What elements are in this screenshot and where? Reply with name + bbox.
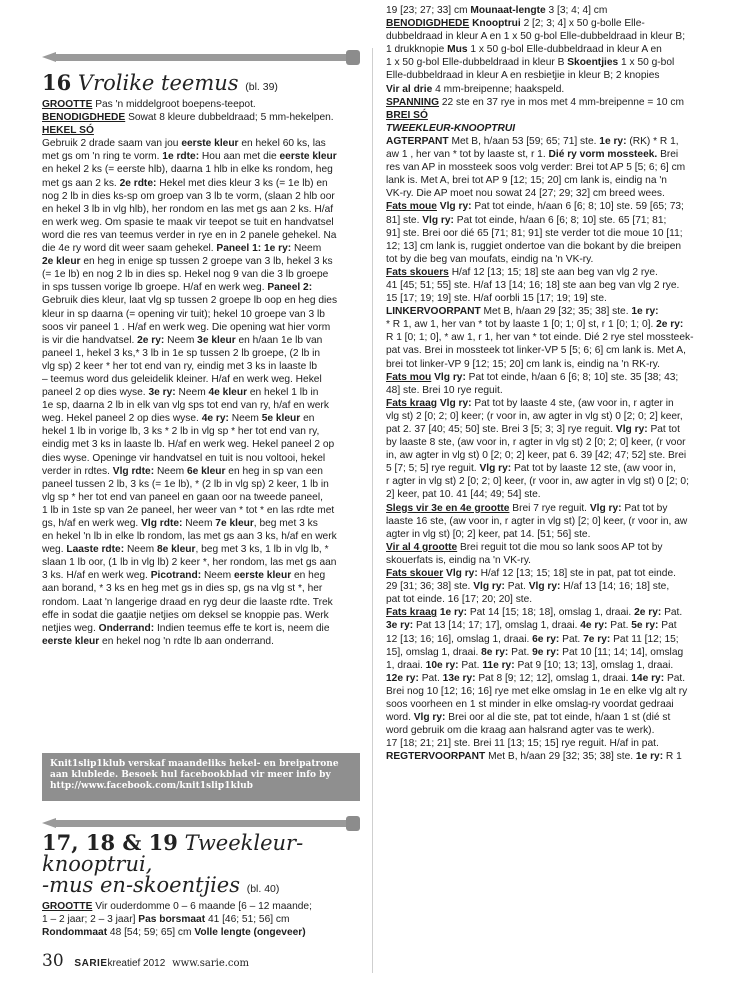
club-notice-link[interactable]: http://www.facebook.com/knit1slip1klub — [50, 781, 253, 791]
text-line: 2] keer, pat 10. 41 [44; 49; 54] ste. — [386, 489, 541, 501]
right-column-body — [386, 4, 712, 763]
text-line: Fats kraag Vlg ry: Pat tot by laaste 4 ste, (aw voor in, r agter in — [386, 397, 674, 409]
page-number: 30 — [42, 951, 64, 971]
text-line: met gs aan 2 ks. 2e rdte: Hekel met dies kleur 3 ks (= 1e lb) en — [42, 177, 328, 189]
text-line: Fats kraag 1e ry: Pat 14 [15; 18; 18], omslag 1, draai. 2e ry: Pat. — [386, 607, 683, 619]
text-line: Fats mou Vlg ry: Pat tot einde, h/aan 6 [6; 8; 10] ste. 35 [38; 43; — [386, 371, 679, 383]
text-line: kleur in sp daarna (= opening vir tuit); hekel 10 groepe van 3 lb — [42, 308, 325, 320]
section-17-block — [42, 832, 360, 939]
text-line: dubbeldraad in kleur A en 1 x 50 g-bol Elle-dubbeldraad in kleur B; — [386, 31, 686, 43]
brand-issue: kreatief 2012 — [107, 958, 166, 969]
text-line: Vir al drie 4 mm-breipenne; haakspeld. — [386, 83, 565, 95]
knitting-needle-icon — [42, 52, 360, 63]
hekel-so-heading: HEKEL SÓ — [42, 125, 94, 137]
text-line: verder in rdtes. Vlg rdte: Neem 6e kleur en heg in sp van een — [42, 465, 323, 477]
text-line: weg. Laaste rdte: Neem 8e kleur, beg met 3 ks, 1 lb in vlg lb, * — [42, 544, 329, 556]
text-line: slaan 1 lb oor, (1 lb in vlg lb) 2 keer *, her rondom, las met gs aan — [42, 557, 337, 569]
text-line: 1 – 2 jaar; 2 – 3 jaar] Pas borsmaat 41 [46; 51; 56] cm — [42, 914, 290, 926]
text-line: en hekel 3 lb in vlg hlb), her rondom en las met gs aan 2 ks. H/af — [42, 203, 334, 215]
text-line: word. Vlg ry: Brei oor al die ste, pat tot einde, h/aan 1 st (dié st — [386, 712, 671, 724]
text-line: Fats skouer Vlg ry: H/af 12 [13; 15; 18] ste in pat, pat tot einde. — [386, 568, 676, 580]
text-line: VK-ry. Die AP moet nou sowat 24 [27; 29; 32] cm breed wees. — [386, 188, 665, 200]
text-line: aw 1 , her van * tot by laaste st, r 1. Dié ry vorm mossteek. Brei — [386, 149, 679, 161]
left-column — [42, 72, 360, 648]
text-line: dies wyse. Openinge vir handvatsel en tuit is nou voltooi, hekel — [42, 452, 326, 464]
text-line: die 4e ry word dit weer saam gehekel. Paneel 1: 1e ry: Neem — [42, 243, 322, 255]
text-line: Gebruik dies kleur, laat vlg sp tussen 2 groepe lb oop en heg dies — [42, 295, 338, 307]
text-line: 1 drukknopie Mus 1 x 50 g-bol Elle-dubbeldraad in kleur A en — [386, 44, 662, 56]
text-line: netjies weg. Onderrand: Indien teemus effe te kort is, neem die — [42, 622, 330, 634]
page-footer — [42, 951, 249, 971]
text-line: 3e ry: Pat 13 [14; 17; 17], omslag 1, draai. 4e ry: Pat. 5e ry: Pat — [386, 620, 677, 632]
text-line: r agter in vlg st) 2 [0; 2; 0] keer, (r voor in, aw agter in vlg st) 0 [2; 0; — [386, 476, 689, 488]
text-line: 29 [31; 36; 38] ste. Vlg ry: Pat. Vlg ry: H/af 13 [14; 16; 18] ste, — [386, 581, 670, 593]
text-line: pat tot einde. 16 [17; 20; 20] ste. — [386, 594, 533, 606]
club-notice-line: Knit1slip1klub verskaf maandeliks hekel- en breipatrone — [50, 759, 339, 769]
club-notice-line: aan klublede. Besoek hul facebookblad vir meer info by — [50, 770, 331, 780]
text-line: en werk weg. Om spasie te maak vir teepot se tuit en handvatsel — [42, 216, 334, 228]
text-line: 1 lb in 1ste sp van 2e paneel, her weer van * tot * en las rdte met — [42, 504, 335, 516]
text-line: paneel 1, hekel 3 ks,* 3 lb in 1e sp tussen 2 lb groepe, (2 lb in — [42, 347, 321, 359]
text-line: BREI SÓ — [386, 109, 428, 121]
text-line: pat vas. Brei in mossteek tot linker-VP 5 [5; 6; 6] cm lank is. Met A, — [386, 345, 686, 357]
text-line: res van AP in mossteek soos volg verder: Brei tot AP 5 [5; 6; 6] cm — [386, 162, 686, 174]
text-line: Vir al 4 grootte Brei reguit tot die mou so lank soos AP tot by — [386, 541, 663, 553]
text-line: eerste kleur en hekel nog 'n rdte lb aan onderrand. — [42, 635, 274, 647]
brand-name: SARIE — [74, 958, 108, 969]
text-line: laaste 16 ste, (aw voor in, r agter in vlg st) [2; 0] keer, (r voor in, aw — [386, 515, 688, 527]
right-column — [386, 4, 712, 763]
text-line: soos voorheen en 1 st minder in elke omslag-ry voordat gedraai — [386, 698, 674, 710]
club-notice-box — [42, 753, 360, 801]
text-line: (= 1e lb) en nog 2 lb in dies sp. Hekel nog 9 van die 3 lb groepe — [42, 269, 329, 281]
text-line: 19 [23; 27; 33] cm Mounaat-lengte 3 [3; 4; 4] cm — [386, 5, 608, 16]
text-line: gs, h/af en werk weg. Vlg rdte: Neem 7e kleur, beg met 3 ks — [42, 518, 318, 529]
text-line: effe in sodat die gaatjie netjies om deksel se knoppie pas. Werk — [42, 609, 329, 621]
text-line: GROOTTE Vir ouderdomme 0 – 6 maande [6 – 12 maande; — [42, 901, 312, 912]
text-line: lank is. Met A, brei tot AP 9 [12; 15; 20] cm lank is, eindig na 'n — [386, 175, 667, 187]
text-line: 48] ste. Brei 10 rye reguit. — [386, 384, 503, 396]
text-line: * R 1, aw 1, her van * tot by laaste 1 [0; 1; 0] st, r 1 [0; 1; 0]. 2e ry: — [386, 319, 684, 331]
text-line: vlg sp) 2 keer * her tot end van ry, eindig met 3 ks in laaste lb — [42, 360, 318, 372]
text-line: 2e kleur en heg in enige sp tussen 2 groepe van 3 lb, hekel 3 ks — [42, 256, 333, 268]
text-line: word die res van teemus verder in rye en in 2 panele gehekel. Na — [42, 229, 337, 241]
text-line: word gebruik om die kraag aan halsrand agter vas te werk). — [386, 725, 655, 737]
text-line: 1e sp, daarna 2 lb in elk van vlg sps tot end van ry, h/af en werk — [42, 400, 329, 412]
text-line: TWEEKLEUR-KNOOPTRUI — [386, 122, 516, 134]
text-line: Fats moue Vlg ry: Pat tot einde, h/aan 6 [6; 8; 10] ste. 59 [65; 73; — [386, 201, 684, 213]
text-line: Rondommaat 48 [54; 59; 65] cm Volle lengte (ongeveer) — [42, 927, 306, 939]
text-line: 12; 13] cm lank is, ruggiet ondertoe van die bokant by die breipen — [386, 240, 682, 252]
text-line: Elle-dubbeldraad in kleur A en resbietjie in kleur B; 2 knopies — [386, 70, 660, 82]
text-line: Gebruik 2 drade saam van jou eerste kleur en hekel 60 ks, las — [42, 138, 326, 150]
text-line: in sps tussen vorige lb groepe. H/af en werk weg. Paneel 2: — [42, 282, 313, 294]
text-line: 3 ks. H/af en werk weg. Picotrand: Neem eerste kleur en heg — [42, 570, 326, 582]
text-line: AGTERPANT Met B, h/aan 53 [59; 65; 71] ste. 1e ry: (RK) * R 1, — [386, 135, 679, 147]
section-16-title: 16 Vrolike teemus (bl. 39) — [42, 70, 278, 95]
text-line: Fats skouers H/af 12 [13; 15; 18] ste aan beg van vlg 2 rye. — [386, 266, 658, 278]
column-divider — [372, 48, 373, 973]
text-line: BENODIGDHEDE Knooptrui 2 [2; 3; 4] x 50 g-bolle Elle- — [386, 18, 645, 30]
text-line: pat 2. 37 [40; 45; 50] ste. Brei 3 [5; 3; 3] rye reguit. Vlg ry: Pat tot — [386, 424, 680, 435]
text-line: in, aw agter in vlg st) 0 [2; 0; 2] keer, pat 6. 39 [42; 47; 52] ste. Brei — [386, 450, 687, 462]
text-line: REGTERVOORPANT Met B, h/aan 29 [32; 35; 38] ste. 1e ry: R 1 — [386, 751, 682, 763]
text-line: 81] ste. Vlg ry: Pat tot einde, h/aan 6 [6; 8; 10] ste. 65 [71; 81; — [386, 214, 667, 226]
benodigdhede-line: BENODIGDHEDE Sowat 8 kleure dubbeldraad; 5 mm-hekelpen. — [42, 112, 334, 124]
website-link[interactable]: www.sarie.com — [172, 958, 250, 969]
text-line: vlg st) 2 [0; 2; 0] keer; (r voor in, aw agter in vlg st) 0 [2; 0; 2] keer, — [386, 410, 683, 422]
text-line: 41 [45; 51; 55] ste. H/af 13 [14; 16; 18] ste aan beg van vlg 2 rye. — [386, 279, 680, 291]
section-16-body — [42, 137, 360, 648]
text-line: en hekel 'n lb in elke lb rondom, las met gs aan 3 ks, h/af en werk — [42, 531, 337, 543]
text-line: by laaste 8 ste, (aw voor in, r agter in vlg st) 2 [0; 2; 0] keer, (r voor — [386, 437, 686, 449]
text-line: met gs om 'n ring te vorm. 1e rdte: Hou aan met die eerste kleur — [42, 151, 337, 163]
text-line: tot by die beg van moufats, eindig na 'n VK-ry. — [386, 253, 594, 265]
text-line: agter in vlg st) [0; 2] keer, pat 14. [51; 56] ste. — [386, 528, 591, 540]
section-17-title: 17, 18 & 19 Tweekleur-knooptrui, -mus en-skoentjies (bl. 40) — [42, 830, 304, 897]
text-line: en hekel 2 ks (= eerste hlb), daarna 1 hlb in elke ks rondom, heg — [42, 164, 333, 176]
grootte-line: GROOTTE Pas 'n middelgroot boepens-teepot. — [42, 99, 256, 110]
text-line: 91] ste. Brei oor dié 65 [71; 81; 91] ste verder tot die moue 10 [11; — [386, 227, 683, 239]
text-line: weg. Hekel paneel 2 op dies wyse. 4e ry: Neem 5e kleur en — [42, 413, 315, 425]
section-17-body — [42, 900, 360, 939]
text-line: R 1 [0; 1; 0], * aw 1, r 1, her van * tot einde. Dié 2 rye stel mossteek- — [386, 332, 694, 344]
text-line: 17 [18; 21; 21] ste. Brei 11 [13; 15; 15] rye reguit. H/af in pat. — [386, 738, 659, 750]
text-line: is vir die handvatsel. 2e ry: Neem 3e kleur en h/aan 1e lb van — [42, 334, 323, 346]
text-line: brei tot linker-VP 9 [12; 15; 20] cm lank is, eindig na 'n RK-ry. — [386, 358, 660, 370]
text-line: – teemus word dus geleidelik kleiner. H/af en werk weg. Hekel — [42, 373, 322, 385]
text-line: 1 x 50 g-bol Elle-dubbeldraad in kleur B Skoentjies 1 x 50 g-bol — [386, 57, 675, 69]
text-line: 15 [17; 19; 19] ste. H/af oorbli 15 [17; 19; 19] ste. — [386, 293, 607, 305]
text-line: 12 [13; 16; 16], omslag 1, draai. 6e ry: Pat. 7e ry: Pat 11 [12; 15; — [386, 633, 679, 645]
text-line: nog 2 lb in dies ks-sp om groep van 3 lb te vorm, (slaan 2 hlb oor — [42, 190, 335, 202]
text-line: 5 [7; 5; 5] rye reguit. Vlg ry: Pat tot by laaste 12 ste, (aw voor in, — [386, 463, 676, 475]
text-line: paneel tussen 2 lb, 3 ks (= 1e lb), * (2 lb in vlg sp) 2 keer, 1 lb in — [42, 478, 329, 490]
text-line: 12e ry: Pat. 13e ry: Pat 8 [9; 12; 12], omslag 1, draai. 14e ry: Pat. — [386, 672, 686, 684]
text-line: 15], omslag 1, draai. 8e ry: Pat. 9e ry: Pat 10 [11; 14; 14], omslag — [386, 646, 684, 658]
text-line: 1, draai. 10e ry: Pat. 11e ry: Pat 9 [10; 13; 13], omslag 1, draai. — [386, 659, 674, 671]
text-line: rondom. Laat 'n langerige draad en ryg deur die laaste rdte. Trek — [42, 596, 333, 608]
text-line: soos vir paneel 1 . H/af en werk weg. Die opening wat hier vorm — [42, 321, 331, 333]
text-line: eindig met 3 ks in laaste lb. H/af en werk weg. Hekel paneel 2 op — [42, 439, 335, 451]
text-line: skouerfats is, eindig na 'n VK-ry. — [386, 554, 532, 566]
text-line: vlg sp * her tot end van paneel en gaan oor na tweede paneel, — [42, 491, 323, 503]
text-line: aan borand, * 3 ks en heg met gs in dies sp, gs na vlg st *, her — [42, 583, 323, 595]
text-line: hekel 1 lb in vorige lb, 3 ks * 2 lb in vlg sp * her tot end van ry, — [42, 426, 320, 438]
knitting-needle-icon — [42, 818, 360, 829]
text-line: paneel 2 op dies wyse. 3e ry: Neem 4e kleur en hekel 1 lb in — [42, 387, 319, 399]
text-line: SPANNING 22 ste en 37 rye in mos met 4 mm-breipenne = 10 cm — [386, 96, 684, 108]
text-line: Slegs vir 3e en 4e grootte Brei 7 rye reguit. Vlg ry: Pat tot by — [386, 502, 668, 514]
text-line: LINKERVOORPANT Met B, h/aan 29 [32; 35; 38] ste. 1e ry: — [386, 306, 659, 318]
text-line: Brei nog 10 [12; 16; 16] rye met elke omslag in 1e en elke vlg alt ry — [386, 685, 688, 697]
